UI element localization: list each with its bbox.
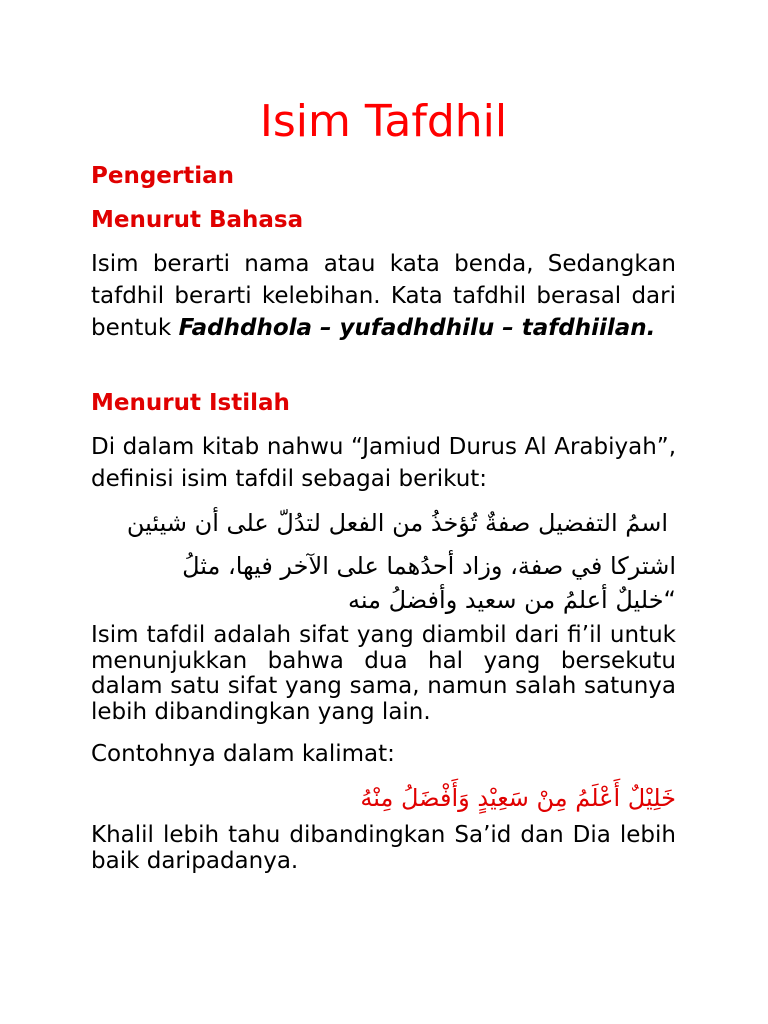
heading-menurut-bahasa: Menurut Bahasa — [91, 207, 304, 233]
paragraph-bahasa-emphasis: Fadhdhola – yufadhdhilu – tafdhiilan. — [178, 315, 656, 341]
example-translation: Khalil lebih tahu dibandingkan Sa’id dan Dia lebih baik daripadanya. — [91, 822, 676, 874]
paragraph-istilah-intro: Di dalam kitab nahwu “Jamiud Durus Al Arabiyah”, definisi isim tafdil sebagai berikut: — [91, 434, 676, 492]
arabic-example: خَلِيْلٌ أَعْلَمُ مِنْ سَعِيْدٍ وَأَفْضَلُ مِنْهُ — [360, 784, 676, 812]
arabic-definition-line-2: اشتركا في صفة، وزاد أحدُهما على الآخر فيها، مثلُ — [182, 552, 676, 580]
heading-menurut-istilah: Menurut Istilah — [91, 390, 290, 416]
page-title: Isim Tafdhil — [259, 96, 508, 147]
paragraph-bahasa — [91, 248, 676, 344]
contoh-label: Contohnya dalam kalimat: — [91, 741, 395, 767]
heading-pengertian: Pengertian — [91, 163, 235, 189]
arabic-definition-line-3: “خليلٌ أعلمُ من سعيد وأفضلُ منه — [347, 586, 676, 614]
paragraph-istilah-explanation: Isim tafdil adalah sifat yang diambil dari fi’il untuk menunjukkan bahwa dua hal yang bersekutu dalam satu sifat yang sama, namun salah satunya lebih dibandingkan yang lain. — [91, 622, 676, 725]
paragraph-bahasa-text: Isim berarti nama atau kata benda, Sedangkan tafdhil berarti kelebihan. Kata tafdhil berasal dari bentuk — [91, 251, 676, 341]
arabic-definition-line-1: اسمُ التفضيل صفةٌ تُؤخذُ من الفعل لتدُلّ على أن شيئين — [126, 509, 668, 537]
